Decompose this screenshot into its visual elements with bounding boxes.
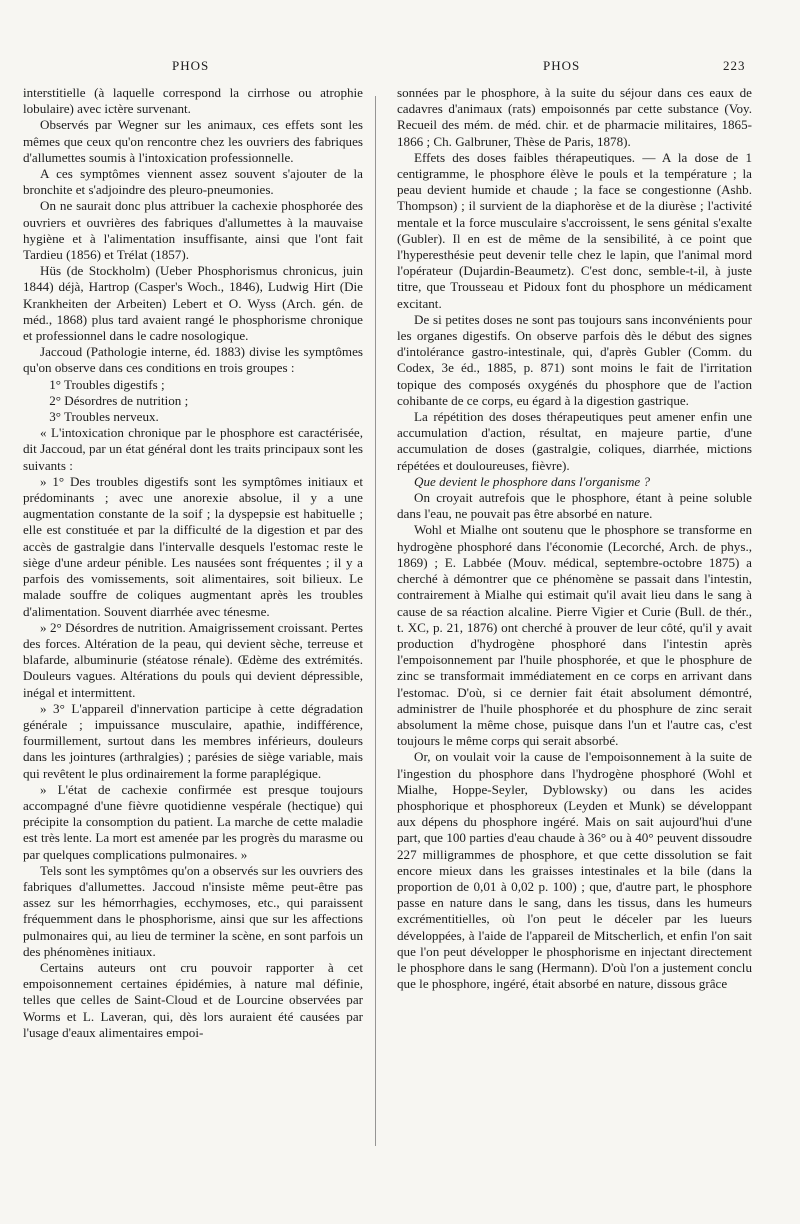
paragraph: On ne saurait donc plus attribuer la cachexie phosphorée des ouvriers et ouvrières des fabriques d'allumettes à la mauvaise hygiène et à l'alimentation insuffisante, ainsi que l'ont fait Tardieu (1856) et Trélat (1857). <box>23 198 363 263</box>
paragraph: sonnées par le phosphore, à la suite du séjour dans ces eaux de cadavres d'animaux (rats) empoisonnés par cette substance (Voy. Recueil des mém. de méd. chir. et de pharmacie militaires, 1865-1866 ; Ch. Galbruner, Thèse de Paris, 1878). <box>397 85 752 149</box>
paragraph: « L'intoxication chronique par le phosphore est caractérisée, dit Jaccoud, par un état général dont les traits principaux sont les suivants : <box>23 425 363 473</box>
paragraph: » 3° L'appareil d'innervation participe à cette dégradation générale ; impuissance musculaire, apathie, indifférence, fourmillement, surtout dans les membres inférieurs, douleurs dans les jointures (arthralgies) ; parésies de siège variable, mais qui revêtent le plus ordinairement la forme paraplégique. <box>23 700 363 781</box>
paragraph: Observés par Wegner sur les animaux, ces effets sont les mêmes que ceux qu'on rencontre chez les ouvriers des fabriques d'allumettes soumis à l'intoxication professionnelle. <box>23 117 363 165</box>
running-head-left: PHOS <box>172 58 210 73</box>
paragraph: » 1° Des troubles digestifs sont les symptômes initiaux et prédominants ; avec une anorexie absolue, il y a une augmentation constante de la soif ; la dyspepsie est habituelle ; elle est constituée et par la difficulté de la digestion et par des accès de gastralgie dans l'intervalle desquels l'estomac reste le siège d'une ardeur pénible. Les nausées sont fréquentes ; il y a parfois des vomissements, soit alimentaires, soit bilieux. Le malade souffre de coliques augmentant après les troubles d'alimentation. Souvent diarrhée avec ténesme. <box>23 473 363 619</box>
paragraph: Or, on voulait voir la cause de l'empoisonnement à la suite de l'ingestion du phosphore dans l'hydrogène phosphoré (Wohl et Mialhe, Hoppe-Seyler, Dyblowsky) ou dans les acides phosphorique et phosphoreux (Leyden et Munk) se développant aux dépens du phosphore ingéré. Mais on sait aujourd'hui d'une part, que 100 parties d'eau chaude à 36° ou à 40° peuvent dissoudre 227 milligrammes de phosphore, et que cette dissolution se fait encore mieux dans les graisses intestinales et la bile (dans la proportion de 0,01 à 0,02 p. 100) ; que, d'autre part, le phosphore passe en nature dans le sang, dans les tissus, dans les humeurs excrémentitielles, où l'on peut le déceler par les lueurs développées, à l'aide de l'appareil de Mitscherlich, et enfin l'on sait que l'on peut développer le phosphorisme en injectant directement le phosphore dans le sang (Hermann). D'où l'on a justement conclu que le phosphore, ingéré, était absorbé en nature, dissous grâce <box>397 749 752 992</box>
paragraph: Tels sont les symptômes qu'on a observés sur les ouvriers des fabriques d'allumettes. Jaccoud n'insiste même peut-être pas assez sur les hémorrhagies, ecchymoses, etc., qui paraissent fréquemment dans le phosphorisme, ainsi que sur les affections pulmonaires qui, au lieu de terminer la scène, en sont parfois un des phénomènes initiaux. <box>23 862 363 959</box>
section-heading: Que devient le phosphore dans l'organisme ? <box>414 473 651 489</box>
left-column <box>23 85 363 1041</box>
paragraph: A ces symptômes viennent assez souvent s'ajouter de la bronchite et s'adjoindre des pleuro-pneumonies. <box>23 166 363 198</box>
right-column <box>397 85 752 992</box>
paragraph: » L'état de cachexie confirmée est presque toujours accompagné d'une fièvre quotidienne vespérale (hectique) qui précipite la consomption du patient. La marche de cette maladie est très lente. La mort est amenée par les progrès du marasme ou par quelques complications pulmonaires. » <box>23 781 363 862</box>
paragraph: La répétition des doses thérapeutiques peut amener enfin une accumulation d'action, résultat, en majeure partie, d'une accumulation de doses (gastralgie, coliques, diarrhée, mictions répétées et douloureuses, fièvre). <box>397 409 752 473</box>
paragraph: On croyait autrefois que le phosphore, étant à peine soluble dans l'eau, ne pouvait pas être absorbé en nature. <box>397 490 752 522</box>
paragraph: interstitielle (à laquelle correspond la cirrhose ou atrophie lobulaire) avec ictère survenant. <box>23 85 363 117</box>
paragraph: De si petites doses ne sont pas toujours sans inconvénients pour les organes digestifs. On observe parfois dès le début des signes d'intolérance gastro-intestinale, qui, d'après Gubler (Comm. du Codex, 3e éd., 1885, p. 871) sont moins le fait de l'irritation topique des composés oxygénés du phosphore que de l'action cohibante de ce corps, eu égard à la digestion gastrique. <box>397 311 752 408</box>
paragraph: » 2° Désordres de nutrition. Amaigrissement croissant. Pertes des forces. Altération de la peau, qui devient sèche, terreuse et blafarde, albuminurie (stéatose rénale). Œdème des extrémités. Douleurs vagues. Altérations du pouls qui devient dépressible, inégal et intermittent. <box>23 619 363 700</box>
section-paragraph: Effets des doses faibles thérapeutiques. — A la dose de 1 centigramme, le phosphore élève le pouls et la température ; la peau devient humide et chaude ; la face se congestionne (Ashb. Thompson) ; il survient de la diaphorèse et de la diurèse ; l'activité mentale et la force musculaire s'accroissent, le sens génital s'exalte (Gubler). Il en est de même de la sensibilité, à ce point que l'hyperesthésie peut devenir telle chez le lapin, que l'animal mord l'opérateur (Dujardin-Beaumetz). C'est donc, semble-t-il, à juste titre, que Trousseau et Pidoux font du phosphore un médicament excitant. <box>397 149 752 311</box>
paragraph: Jaccoud (Pathologie interne, éd. 1883) divise les symptômes qu'on observe dans ces conditions en trois groupes : <box>23 344 363 376</box>
list-item: 2° Désordres de nutrition ; <box>49 392 189 408</box>
running-head-right: PHOS <box>543 58 581 73</box>
list-item: 1° Troubles digestifs ; <box>49 376 165 392</box>
paragraph: Hüs (de Stockholm) (Ueber Phosphorismus chronicus, juin 1844) déjà, Hartrop (Casper's Woch., 1846), Ludwig Hirt (Die Krankheiten der Arbeiten) Lebert et O. Wyss (Arch. gén. de méd., 1868) plus tard avaient rangé le phosphorisme chronique et professionnel dans le cadre nosologique. <box>23 263 363 344</box>
page-number: 223 <box>723 58 746 73</box>
list-item: 3° Troubles nerveux. <box>49 409 159 425</box>
paragraph: Wohl et Mialhe ont soutenu que le phosphore se transforme en hydrogène phosphoré dans l'économie (Lecorché, Arch. de phys., 1869) ; E. Labbée (Mouv. médical, septembre-octobre 1875) a cherché à démontrer que ce phénomène se passait dans l'intestin, contrairement à Mialhe qui estimait qu'il avait lieu dans le sang à cause de sa réaction alcaline. Pierre Vigier et Curie (Bull. de thér., t. XC, p. 21, 1876) ont cherché à prouver de leur côté, qu'il y avait production d'hydrogène phosphoré dans l'intestin après l'empoisonnement par l'huile phosphorée, et que le phosphure de zinc se transformait immédiatement en ce corps en arrivant dans l'estomac. D'où, si ce dernier fait était absolument démontré, administrer de l'huile phosphorée et du phosphure de zinc serait absolument la même chose, puisque dans l'un et l'autre cas, c'est toujours le même corps qui serait absorbé. <box>397 522 752 749</box>
paragraph: Certains auteurs ont cru pouvoir rapporter à cet empoisonnement certaines épidémies, à nature mal définie, telles que celles de Saint-Cloud et de Lourcine observées par Worms et L. Laveran, qui, dès lors auraient été causées par l'usage d'eaux alimentaires empoi- <box>23 959 363 1040</box>
column-divider <box>375 96 376 1146</box>
